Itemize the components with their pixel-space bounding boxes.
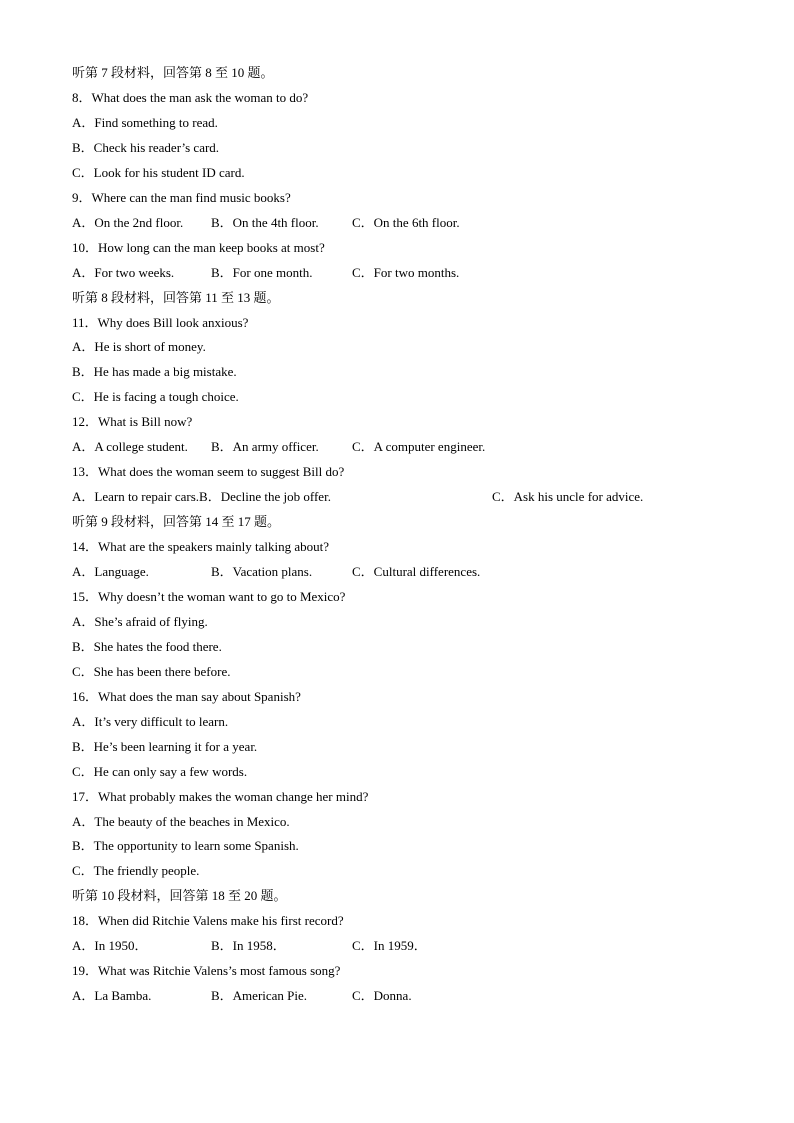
answer-option [72,809,772,834]
option-text: B．The opportunity to learn some Spanish. [72,838,299,854]
option-text: C．He can only say a few words. [72,763,248,779]
section-instruction [72,60,772,85]
question-text: 17．What probably makes the woman change her mind? [72,788,369,804]
question-stem [72,584,772,609]
question-stem [72,235,772,260]
option-text: C．A computer engineer. [352,439,486,455]
option-text: B．Check his reader’s card. [72,139,220,155]
answer-option [72,334,772,359]
option-text: A．She’s afraid of flying. [72,613,208,629]
option-text: A．The beauty of the beaches in Mexico. [72,813,290,829]
option-text: C．The friendly people. [72,863,200,879]
question-text: 15．Why doesn’t the woman want to go to Mexico? [72,588,346,604]
answer-option [72,634,772,659]
option-text: B．On the 4th floor. [211,214,319,230]
question-text: 8．What does the man ask the woman to do? [72,89,309,105]
option-text: A．It’s very difficult to learn. [72,713,229,729]
option-text: C．He is facing a tough choice. [72,389,239,405]
question-text: 13．What does the woman seem to suggest Bill do? [72,464,345,480]
question-stem [72,409,772,434]
option-text: B．An army officer. [211,439,319,455]
option-text: C．Look for his student ID card. [72,164,245,180]
answer-option [72,359,772,384]
question-text: 9．Where can the man find music books? [72,189,291,205]
option-text: A．A college student. [72,439,188,455]
question-text: 10．How long can the man keep books at most? [72,239,325,255]
answer-option [72,709,772,734]
option-text: A．Language. [72,564,149,579]
option-text: C．On the 6th floor. [352,214,460,230]
option-text: B．American Pie. [211,988,308,1004]
answer-option [72,135,772,160]
answer-options-row [72,434,772,459]
answer-options-row [72,983,772,1008]
answer-option [72,858,772,883]
section-instruction-text: 听第 7 段材料，回答第 8 至 10 题。 [72,65,274,80]
section-instruction [72,285,772,310]
option-text: A．Find something to read. [72,114,218,130]
question-stem [72,684,772,709]
question-stem [72,459,772,484]
option-text: C．For two months. [352,264,460,280]
question-text: 19．What was Ritchie Valens’s most famous song? [72,963,341,979]
option-text: C．Donna. [352,988,412,1004]
answer-options-row [72,260,772,285]
section-instruction-text: 听第 8 段材料，回答第 11 至 13 题。 [72,289,280,305]
answer-options-row [72,484,772,509]
option-text: C．Cultural differences. [352,564,481,579]
answer-option [72,659,772,684]
section-instruction-text: 听第 9 段材料，回答第 14 至 17 题。 [72,514,281,530]
option-text: A．On the 2nd floor. [72,214,184,230]
section-instruction [72,883,772,908]
question-stem [72,310,772,335]
option-text: A．He is short of money. [72,339,206,355]
question-text: 16．What does the man say about Spanish? [72,688,301,704]
question-text: 12．What is Bill now? [72,414,193,430]
option-text: B．She hates the food there. [72,638,222,654]
answer-option [72,160,772,185]
answer-option [72,110,772,135]
option-text: A．In 1950． [72,938,148,954]
option-text: A．Learn to repair cars.B．Decline the job offer. [72,489,331,505]
answer-options-row [72,559,772,584]
answer-option [72,759,772,784]
answer-option [72,734,772,759]
question-stem [72,534,772,559]
question-text: 14．What are the speakers mainly talking about? [72,539,330,555]
question-text: 18．When did Ritchie Valens make his first record? [72,913,344,929]
option-text: B．He has made a big mistake. [72,364,237,380]
question-stem [72,185,772,210]
option-text: B．For one month. [211,264,313,280]
option-text: C．She has been there before. [72,663,231,679]
answer-option [72,609,772,634]
answer-option [72,384,772,409]
question-text: 11．Why does Bill look anxious? [72,314,249,330]
question-stem [72,908,772,933]
question-stem [72,958,772,983]
section-instruction-text: 听第 10 段材料，回答第 18 至 20 题。 [72,888,287,904]
section-instruction [72,509,772,534]
option-text: C．In 1959． [352,938,427,954]
question-stem [72,85,772,110]
option-text: B．He’s been learning it for a year. [72,738,258,754]
option-text: A．La Bamba. [72,988,152,1004]
option-text: C．Ask his uncle for advice. [492,489,644,505]
option-text: B．In 1958． [211,938,286,954]
option-text: B．Vacation plans. [211,564,313,579]
answer-options-row [72,210,772,235]
option-text: A．For two weeks. [72,264,175,280]
answer-options-row [72,933,772,958]
answer-option [72,833,772,858]
question-stem [72,784,772,809]
